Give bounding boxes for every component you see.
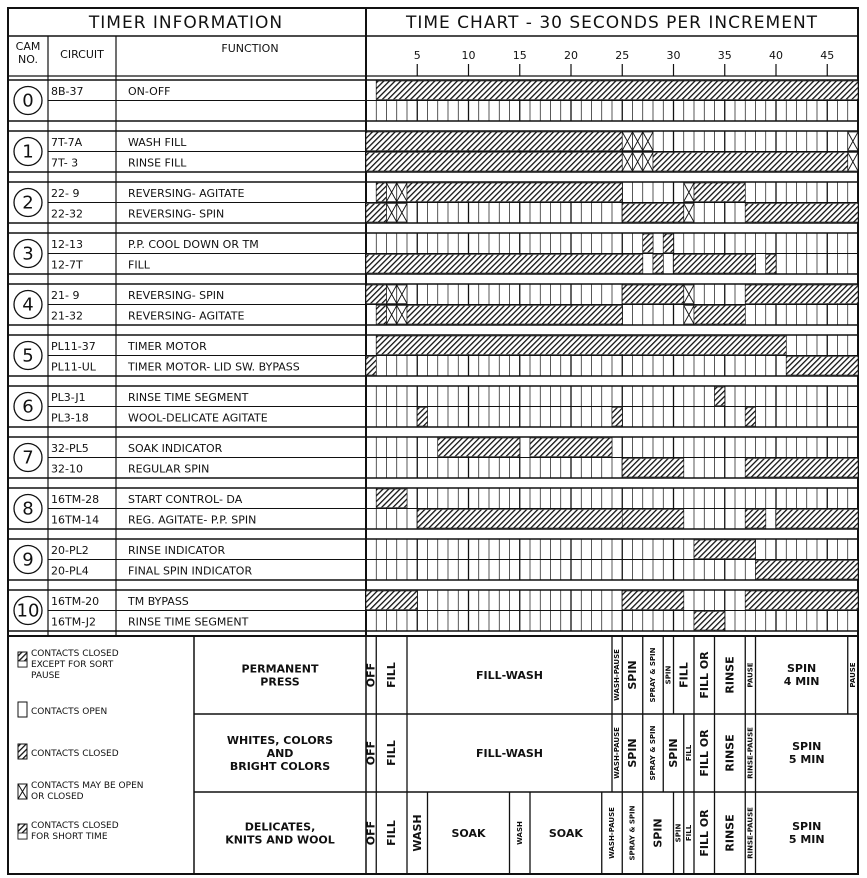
phase-label: SPIN — [626, 738, 639, 768]
legend-swatch-open — [18, 702, 27, 717]
circuit-label: 12-13 — [51, 238, 83, 251]
phase-label: 5 MIN — [788, 753, 825, 766]
phase-label: FILL — [385, 740, 399, 766]
contact-closed-segment — [530, 438, 612, 457]
cam-number: 9 — [22, 549, 34, 571]
function-label: REVERSING- SPIN — [128, 289, 225, 302]
cam-number: 3 — [22, 243, 34, 265]
phase-label: SPIN — [792, 820, 822, 833]
phase-label: WASH — [410, 814, 424, 852]
phase-label: 5 MIN — [788, 833, 825, 846]
contact-maybe-segment — [387, 183, 408, 202]
circuit-label: 16TM-20 — [51, 595, 100, 608]
circuit-label: 16TM-28 — [51, 493, 100, 506]
circuit-label: 16TM-J2 — [51, 615, 97, 629]
cycle-name: PRESS — [260, 675, 300, 689]
contact-closed-segment — [745, 204, 858, 223]
circuit-label: 32-10 — [51, 462, 83, 476]
contact-closed-segment — [756, 561, 859, 580]
cam-number: 2 — [22, 192, 34, 214]
phase-label: FILL — [677, 662, 691, 688]
contact-closed-segment — [622, 204, 684, 223]
cycle-name: PERMANENT — [241, 662, 319, 676]
contact-maybe-segment — [684, 306, 694, 325]
contact-closed-segment — [715, 387, 725, 406]
contact-closed-segment — [694, 183, 745, 202]
contact-closed-segment — [366, 357, 376, 376]
phase-label: SOAK — [451, 827, 486, 840]
phase-label: RINSE — [723, 814, 737, 852]
circuit-label: 32-PL5 — [51, 442, 89, 455]
function-label: FINAL SPIN INDICATOR — [128, 564, 253, 578]
contact-closed-segment — [417, 510, 622, 529]
legend-text: PAUSE — [31, 671, 60, 681]
tick-label: 10 — [461, 49, 476, 62]
phase-label: FILL-WASH — [476, 669, 543, 682]
contact-closed-segment — [438, 438, 520, 457]
phase-label: SPRAY & SPIN — [649, 647, 657, 703]
contact-closed-segment — [786, 357, 858, 376]
tick-label: 40 — [769, 49, 783, 62]
cam-number: 5 — [22, 345, 34, 367]
cam-number: 10 — [16, 600, 40, 622]
contact-closed-segment — [376, 489, 407, 508]
phase-label: 4 MIN — [783, 675, 820, 688]
function-label: RINSE TIME SEGMENT — [128, 391, 249, 404]
legend-text: FOR SHORT TIME — [31, 832, 108, 842]
phase-label: FILL — [684, 824, 693, 842]
legend-text: OR CLOSED — [31, 792, 84, 802]
phase-label: WASH — [515, 821, 524, 845]
contact-closed-segment — [376, 306, 386, 325]
contact-maybe-segment — [387, 285, 408, 304]
cycle-row — [194, 636, 858, 714]
function-label: TIMER MOTOR — [128, 340, 207, 353]
tick-label: 5 — [413, 49, 421, 62]
phase-label: FILL — [385, 662, 399, 688]
legend-item-open — [18, 702, 107, 717]
cam-header-2: NO. — [18, 53, 38, 66]
contact-closed-segment — [745, 285, 858, 304]
contact-maybe-segment — [622, 153, 653, 172]
phase-label: WASH-PAUSE — [608, 807, 616, 859]
contact-maybe-segment — [684, 204, 694, 223]
phase-label: SPIN — [626, 660, 639, 690]
contact-maybe-segment — [622, 132, 653, 151]
phase-label: RINSE-PAUSE — [746, 807, 755, 859]
contact-closed-segment — [417, 408, 427, 427]
legend-item-closed — [18, 744, 119, 759]
circuit-label: 16TM-14 — [51, 513, 100, 527]
phase-label: RINSE — [723, 656, 737, 694]
legend-item-short-sort — [18, 649, 119, 681]
tick-label: 30 — [666, 49, 681, 62]
function-label: RINSE FILL — [128, 156, 187, 170]
contact-closed-segment — [407, 183, 622, 202]
circuit-label: 8B-37 — [51, 85, 84, 98]
legend-swatch-short-gap — [18, 661, 27, 667]
circuit-label: 22-32 — [51, 207, 83, 221]
circuit-label: PL11-37 — [51, 340, 96, 353]
phase-label: SPRAY & SPIN — [649, 725, 657, 781]
contact-closed-segment — [745, 591, 858, 610]
contact-closed-segment — [694, 306, 745, 325]
contact-closed-segment — [694, 540, 756, 559]
phase-label: FILL OR — [697, 809, 711, 857]
contact-closed-segment — [674, 255, 756, 274]
phase-label: SPIN — [664, 665, 673, 685]
legend-text: CONTACTS CLOSED — [31, 649, 119, 659]
legend-text: CONTACTS OPEN — [31, 707, 108, 717]
tick-label: 45 — [820, 49, 835, 62]
contact-maybe-segment — [684, 183, 694, 202]
cam-number: 8 — [22, 498, 34, 520]
legend-text: CONTACTS CLOSED — [31, 821, 119, 831]
contact-closed-segment — [376, 336, 786, 355]
cycle-name: DELICATES, — [244, 820, 316, 834]
circuit-label: 21- 9 — [51, 289, 80, 302]
cycle-name: BRIGHT COLORS — [229, 760, 331, 773]
legend-item-short — [18, 821, 119, 842]
contact-closed-segment — [366, 153, 622, 172]
tick-label: 15 — [512, 49, 527, 62]
phase-label: FILL-WASH — [476, 747, 543, 760]
function-label: TM BYPASS — [128, 595, 189, 608]
contact-closed-segment — [745, 459, 858, 478]
cam-number: 0 — [22, 90, 34, 112]
function-label: TIMER MOTOR- LID SW. BYPASS — [128, 360, 300, 374]
cycle-row — [194, 792, 858, 874]
phase-label: OFF — [364, 740, 378, 766]
legend-text: EXCEPT FOR SORT — [31, 660, 114, 670]
legend-swatch-closed — [18, 744, 27, 759]
cam-number: 7 — [22, 447, 34, 469]
contact-closed-segment — [694, 612, 725, 631]
phase-label: FILL OR — [697, 651, 711, 699]
circuit-label: 21-32 — [51, 309, 83, 323]
function-label: REVERSING- SPIN — [128, 207, 225, 221]
time-chart-title: TIME CHART - 30 SECONDS PER INCREMENT — [405, 13, 819, 33]
phase-label: WASH-PAUSE — [613, 727, 622, 779]
phase-label: SPRAY & SPIN — [628, 805, 637, 861]
cycle-row — [194, 714, 858, 792]
circuit-label: 7T-7A — [51, 136, 83, 149]
tick-label: 25 — [615, 49, 630, 62]
cam-number: 6 — [22, 396, 34, 418]
phase-label: SOAK — [548, 827, 583, 840]
phase-label: PAUSE — [848, 662, 857, 688]
function-label: FILL — [128, 258, 150, 272]
cam-number: 1 — [22, 141, 34, 163]
cycle-table — [194, 636, 858, 874]
phase-label: SPIN — [651, 818, 665, 848]
tick-label: 35 — [717, 49, 732, 62]
phase-label: WASH-PAUSE — [613, 649, 622, 701]
contact-closed-segment — [745, 408, 755, 427]
circuit-label: PL11-UL — [51, 360, 96, 374]
phase-label: PAUSE — [746, 662, 755, 688]
circuit-label: 12-7T — [51, 258, 83, 272]
circuit-label: 7T- 3 — [51, 156, 79, 170]
contact-closed-segment — [622, 459, 684, 478]
function-label: WOOL-DELICATE AGITATE — [128, 411, 268, 425]
function-label: P.P. COOL DOWN OR TM — [128, 238, 259, 251]
function-label: RINSE INDICATOR — [128, 544, 226, 557]
function-header: FUNCTION — [221, 42, 279, 55]
cycle-name: AND — [266, 747, 294, 760]
contact-closed-segment — [776, 510, 858, 529]
contact-maybe-segment — [387, 204, 408, 223]
contact-closed-segment — [366, 204, 387, 223]
cam-number: 4 — [22, 294, 34, 316]
phase-label: FILL OR — [697, 729, 711, 777]
function-label: SOAK INDICATOR — [128, 442, 223, 455]
contact-closed-segment — [366, 591, 417, 610]
function-label: REVERSING- AGITATE — [128, 187, 245, 200]
function-label: START CONTROL- DA — [128, 493, 243, 506]
cam-header-1: CAM — [15, 40, 41, 53]
phase-label: FILL — [385, 820, 399, 846]
contact-closed-segment — [622, 510, 684, 529]
phase-label: RINSE — [723, 734, 737, 772]
contact-closed-segment — [653, 153, 848, 172]
contact-closed-segment — [407, 306, 622, 325]
function-label: REGULAR SPIN — [128, 462, 210, 476]
contact-closed-segment — [643, 234, 653, 253]
contact-closed-segment — [376, 183, 386, 202]
function-label: REVERSING- AGITATE — [128, 309, 245, 323]
function-label: WASH FILL — [128, 136, 187, 149]
circuit-label: 20-PL2 — [51, 544, 89, 557]
contact-closed-segment — [376, 81, 858, 100]
phase-label: SPIN — [674, 823, 683, 843]
contact-maybe-segment — [684, 285, 694, 304]
contact-closed-segment — [366, 255, 643, 274]
timer-information-title: TIMER INFORMATION — [88, 13, 284, 33]
contact-closed-segment — [612, 408, 622, 427]
contact-closed-segment — [663, 234, 673, 253]
contact-closed-segment — [766, 255, 776, 274]
contact-maybe-segment — [387, 306, 408, 325]
function-label: RINSE TIME SEGMENT — [128, 615, 249, 629]
contact-closed-segment — [366, 285, 387, 304]
tick-labels — [414, 49, 835, 76]
contact-closed-segment — [653, 255, 663, 274]
phase-label: RINSE-PAUSE — [746, 727, 755, 779]
legend-item-maybe — [18, 781, 144, 802]
phase-label: SPIN — [786, 662, 817, 675]
circuit-label: PL3-18 — [51, 411, 89, 425]
contact-closed-segment — [622, 591, 684, 610]
cycle-name: WHITES, COLORS — [226, 734, 334, 747]
phase-label: SPIN — [667, 738, 680, 768]
legend-text: CONTACTS CLOSED — [31, 749, 119, 759]
function-label: ON-OFF — [128, 85, 171, 98]
cycle-name: KNITS AND WOOL — [225, 833, 335, 847]
phase-label: SPIN — [792, 740, 822, 753]
contact-closed-segment — [622, 285, 684, 304]
cam-rows — [14, 85, 300, 629]
contact-closed-segment — [366, 132, 622, 151]
circuit-label: 22- 9 — [51, 187, 80, 200]
contact-closed-segment — [745, 510, 766, 529]
circuit-label: 20-PL4 — [51, 564, 89, 578]
function-label: REG. AGITATE- P.P. SPIN — [128, 513, 257, 527]
circuit-header: CIRCUIT — [60, 48, 104, 61]
circuit-label: PL3-J1 — [51, 391, 86, 404]
contact-maybe-segment — [848, 132, 858, 151]
phase-label: FILL — [684, 744, 693, 762]
tick-label: 20 — [564, 49, 578, 62]
contact-maybe-segment — [848, 153, 858, 172]
legend-text: CONTACTS MAY BE OPEN — [31, 781, 144, 791]
phase-label: OFF — [364, 820, 378, 846]
legend-swatch-short-gap — [18, 833, 27, 839]
phase-label: OFF — [364, 662, 378, 688]
